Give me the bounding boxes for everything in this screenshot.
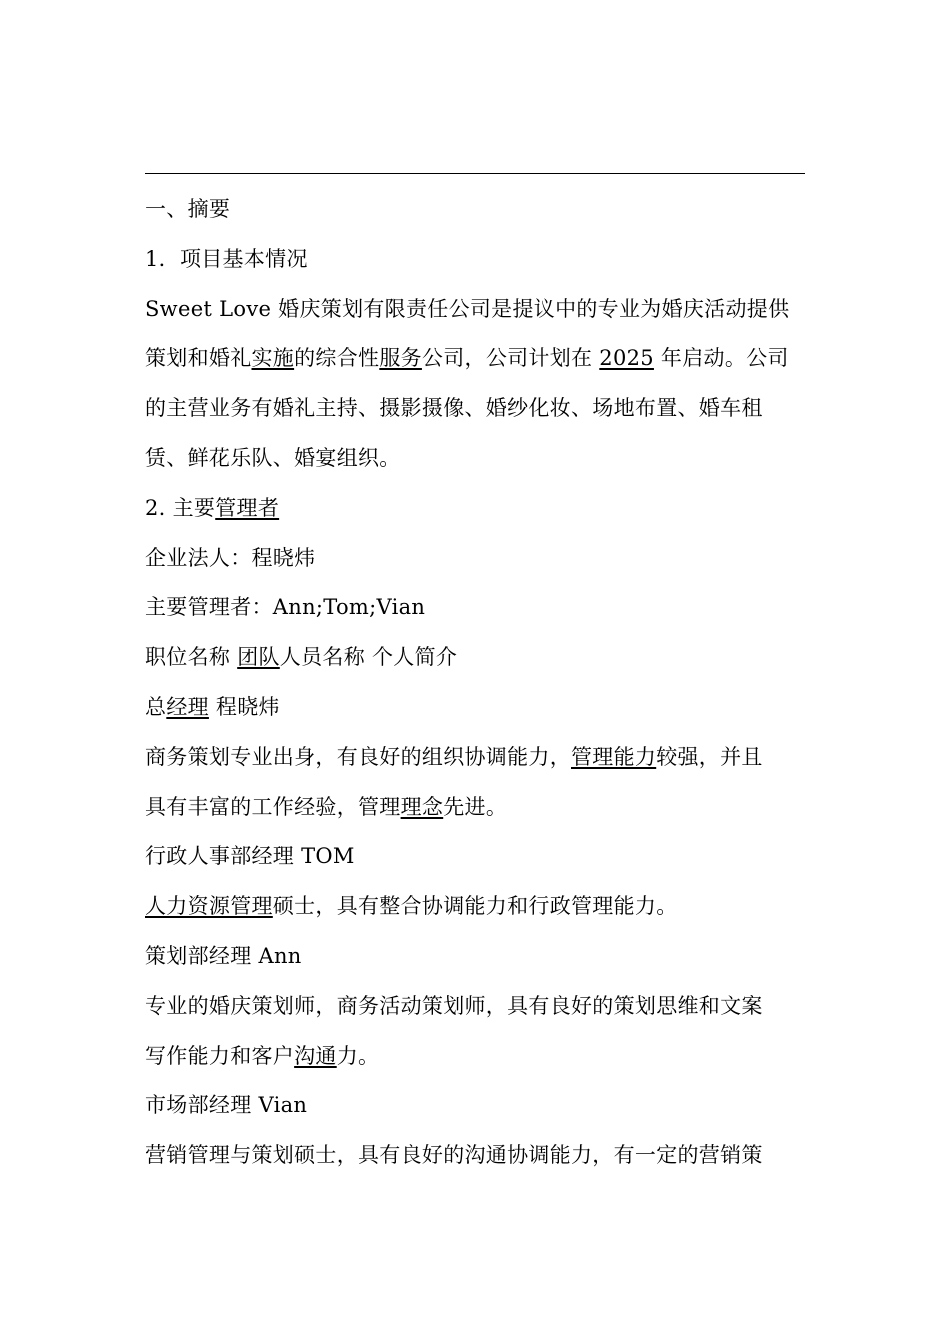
link-renliziyuan[interactable]: 人力资源管理 — [145, 894, 273, 919]
project-line-3: 的主营业务有婚礼主持、摄影摄像、婚纱化妆、场地布置、婚车租 — [145, 396, 763, 421]
hr-bio: 人力资源管理硕士，具有整合协调能力和行政管理能力。 — [145, 894, 678, 919]
section-title: 一、摘要 — [145, 197, 231, 221]
plan-bio-line-1: 专业的婚庆策划师，商务活动策划师，具有良好的策划思维和文案 — [145, 993, 763, 1018]
mkt-title: 市场部经理 Vian — [145, 1093, 308, 1118]
link-guanlinengli[interactable]: 管理能力 — [571, 744, 657, 769]
project-heading: 1．项目基本情况 — [145, 246, 308, 271]
table-header: 职位名称 团队人员名称 个人简介 — [145, 645, 458, 670]
gm-bio-line-1: 商务策划专业出身，有良好的组织协调能力，管理能力较强，并且 — [145, 744, 763, 769]
gm-bio-line-2: 具有丰富的工作经验，管理理念先进。 — [145, 794, 508, 819]
main-managers: 主要管理者：Ann;Tom;Vian — [145, 595, 426, 620]
project-line-1: Sweet Love 婚庆策划有限责任公司是提议中的专业为婚庆活动提供 — [145, 296, 790, 321]
link-fuwu[interactable]: 服务 — [379, 346, 422, 371]
link-2025[interactable]: 2025 — [599, 346, 654, 371]
project-line-2: 策划和婚礼实施的综合性服务公司，公司计划在 2025 年启动。公司 — [145, 346, 789, 371]
project-line-4: 赁、鲜花乐队、婚宴组织。 — [145, 445, 401, 470]
plan-title: 策划部经理 Ann — [145, 943, 302, 968]
document-body — [145, 185, 810, 1181]
gm-title: 总经理 程晓炜 — [145, 694, 280, 719]
header-rule — [145, 173, 805, 174]
link-goutong[interactable]: 沟通 — [294, 1043, 337, 1068]
link-linian[interactable]: 理念 — [400, 794, 444, 819]
link-shishi[interactable]: 实施 — [251, 346, 295, 371]
mgmt-heading: 2. 主要管理者 — [145, 495, 280, 520]
plan-bio-line-2: 写作能力和客户沟通力。 — [145, 1043, 380, 1068]
link-guanlizhe[interactable]: 管理者 — [215, 495, 280, 520]
hr-title: 行政人事部经理 TOM — [145, 844, 355, 869]
legal-person: 企业法人：程晓炜 — [145, 545, 316, 570]
mkt-bio: 营销管理与策划硕士，具有良好的沟通协调能力，有一定的营销策 — [145, 1143, 763, 1168]
link-tuandui[interactable]: 团队 — [237, 645, 280, 670]
link-jingli[interactable]: 经理 — [166, 694, 209, 719]
